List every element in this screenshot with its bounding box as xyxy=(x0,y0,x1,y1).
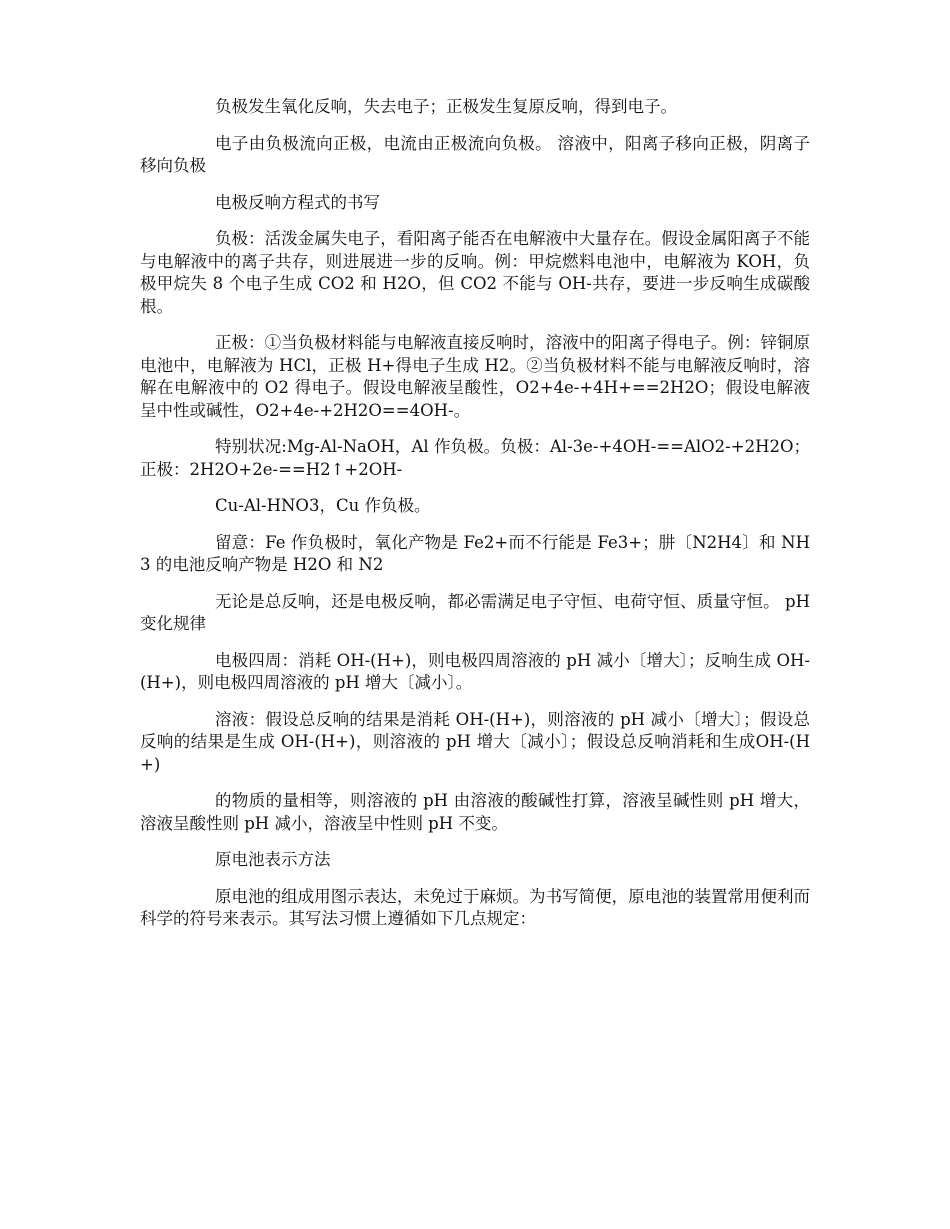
paragraph: 原电池的组成用图示表达，未免过于麻烦。为书写简便，原电池的装置常用便利而科学的符号来表示。其写法习惯上遵循如下几点规定： xyxy=(140,886,810,928)
paragraph: 电极四周：消耗 OH-(H+)，则电极四周溶液的 pH 减小〔增大〕；反响生成 OH-(H+)，则电极四周溶液的 pH 增大〔减小〕。 xyxy=(140,650,810,692)
paragraph: 正极：①当负极材料能与电解液直接反响时，溶液中的阳离子得电子。例：锌铜原电池中，电解液为 HCl，正极 H+得电子生成 H2。②当负极材料不能与电解液反响时，溶解在电解液中的 O2 得电子。假设电解液呈酸性，O2+4e-+4H+==2H2O；假设电解液呈中性或碱性，O2+4e-+2H2O==4OH-。 xyxy=(140,333,810,420)
paragraph: 无论是总反响，还是电极反响，都必需满足电子守恒、电荷守恒、质量守恒。 pH 变化规律 xyxy=(140,591,810,633)
paragraph: 负极：活泼金属失电子，看阳离子能否在电解液中大量存在。假设金属阳离子不能与电解液中的离子共存，则进展进一步的反响。例：甲烷燃料电池中，电解液为 KOH，负极甲烷失 8 个电子生成 CO2 和 H2O，但 CO2 不能与 OH-共存，要进一步反响生成碳酸根。 xyxy=(140,229,810,316)
section-heading: 电极反响方程式的书写 xyxy=(215,192,380,212)
paragraph: 留意：Fe 作负极时，氧化产物是 Fe2+而不行能是 Fe3+；肼〔N2H4〕和 NH3 的电池反响产物是 H2O 和 N2 xyxy=(140,532,810,574)
paragraph: 的物质的量相等，则溶液的 pH 由溶液的酸碱性打算，溶液呈碱性则 pH 增大，溶液呈酸性则 pH 减小，溶液呈中性则 pH 不变。 xyxy=(140,791,810,833)
section-heading: 原电池表示方法 xyxy=(215,850,331,869)
document-body xyxy=(140,96,810,945)
paragraph: 溶液：假设总反响的结果是消耗 OH-(H+)，则溶液的 pH 减小〔增大〕；假设总反响的结果是生成 OH-(H+)，则溶液的 pH 增大〔减小〕；假设总反响消耗和生成OH-(H+) xyxy=(140,709,810,774)
paragraph: 负极发生氧化反响，失去电子；正极发生复原反响，得到电子。 xyxy=(215,97,677,116)
paragraph: 电子由负极流向正极，电流由正极流向负极。 溶液中，阳离子移向正极，阴离子移向负极 xyxy=(140,133,810,175)
paragraph: 特别状况:Mg-Al-NaOH，Al 作负极。负极：Al-3e-+4OH-==AlO2-+2H2O；正极：2H2O+2e-==H2↑+2OH- xyxy=(140,437,810,479)
paragraph: Cu-Al-HNO3，Cu 作负极。 xyxy=(215,496,431,515)
